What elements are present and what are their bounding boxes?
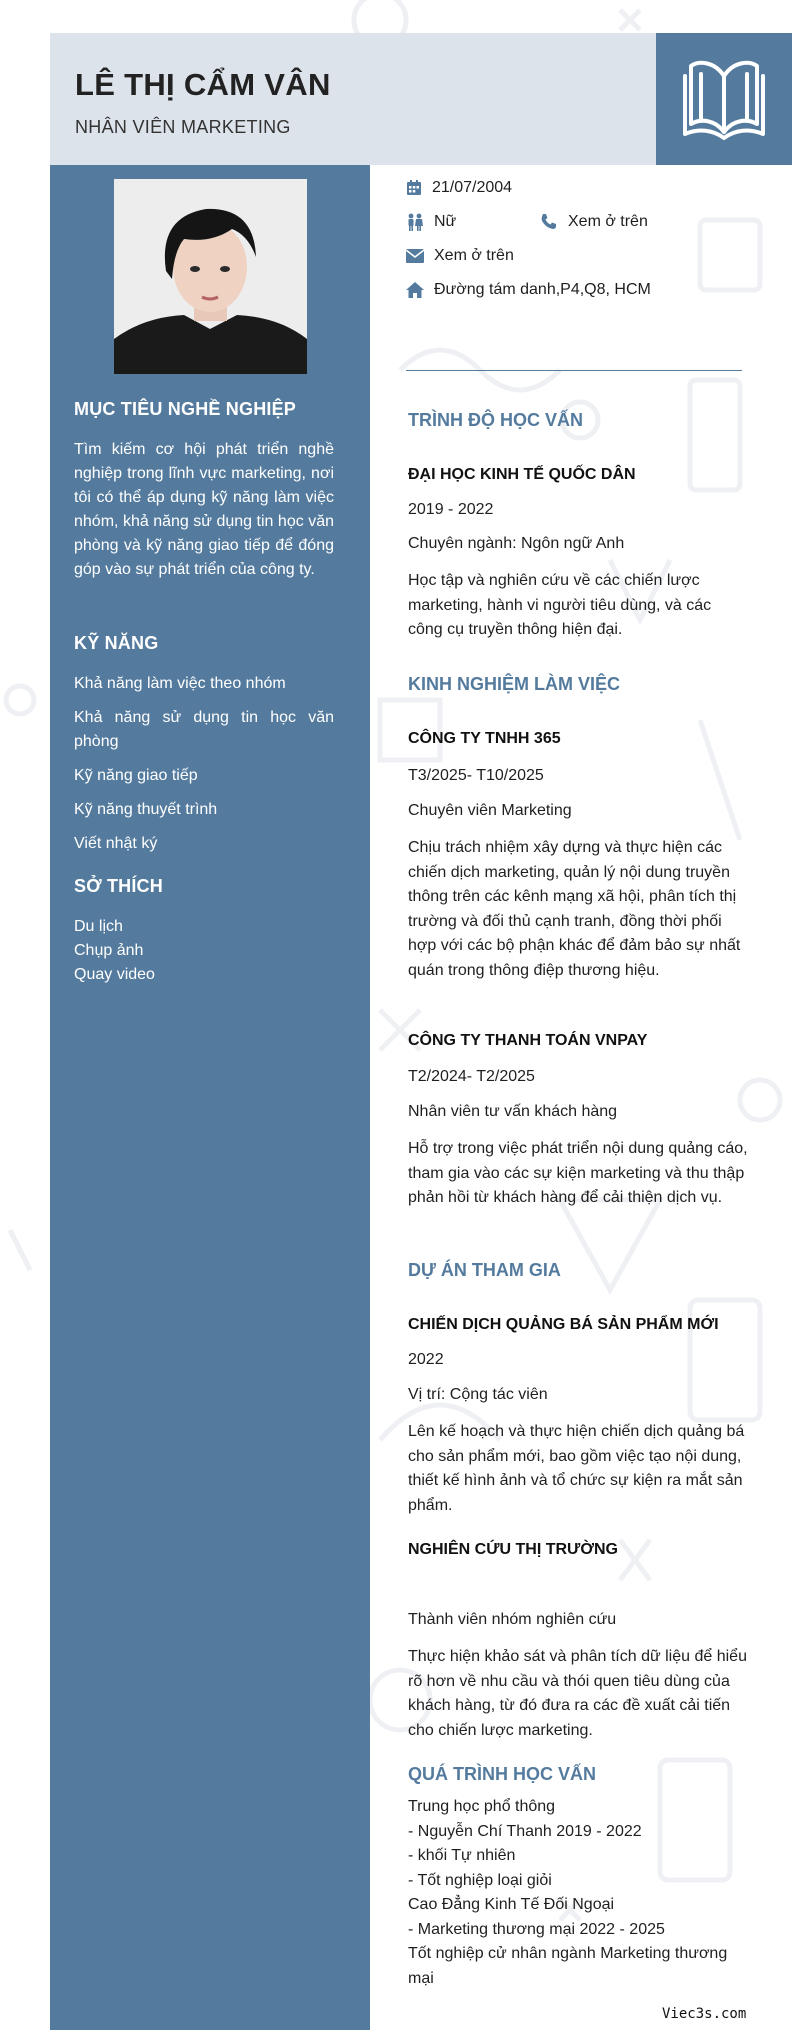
education-process-list [408,1795,748,1991]
project-name: CHIẾN DỊCH QUẢNG BÁ SẢN PHẨM MỚI [408,1316,719,1333]
contact-birthday [406,176,512,200]
open-book-icon [677,54,771,144]
skill-item: Khả năng sử dụng tin học văn phòng [74,709,334,750]
resume-header [50,33,792,165]
email-value: Xem ở trên [434,247,514,264]
education-process-line: Cao Đẳng Kinh Tế Đối Ngoại [408,1896,615,1913]
phone-value: Xem ở trên [568,213,648,230]
education-process-line: - Nguyễn Chí Thanh 2019 - 2022 [408,1822,642,1840]
avatar [114,179,307,374]
education-process-line: Tốt nghiệp cử nhân ngành Marketing thương mại [408,1945,728,1987]
birthday-value: 21/07/2004 [432,179,513,196]
skills-section [74,633,334,866]
job-company: CÔNG TY TNHH 365 [408,730,561,747]
project-role: Thành viên nhóm nghiên cứu [408,1611,617,1628]
contact-divider [406,370,742,371]
education-process-line: - Tốt nghiệp loại giỏi [408,1871,552,1889]
job-description: Hỗ trợ trong việc phát triển nội dung quảng cáo, tham gia vào các sự kiện marketing và thu thập phản hồi từ khách hàng để cải thiện dịch vụ. [408,1140,748,1206]
education-period: 2019 - 2022 [408,501,494,518]
gender-icon [406,213,424,231]
candidate-role: NHÂN VIÊN MARKETING [75,117,291,137]
skills-title: KỸ NĂNG [74,633,159,653]
education-process-title: QUÁ TRÌNH HỌC VẤN [408,1764,596,1784]
education-process-line: - khối Tự nhiên [408,1847,516,1864]
job-period: T2/2024- T2/2025 [408,1068,535,1085]
project-name: NGHIÊN CỨU THỊ TRƯỜNG [408,1541,618,1558]
objective-title: MỤC TIÊU NGHỀ NGHIỆP [74,399,297,419]
contact-phone [540,210,648,234]
education-process-line: - Marketing thương mại 2022 - 2025 [408,1920,665,1938]
skills-list [74,672,334,856]
hobbies-list [74,915,334,987]
education-school: ĐẠI HỌC KINH TẾ QUỐC DÂN [408,466,636,483]
home-icon [406,282,424,298]
education-title: TRÌNH ĐỘ HỌC VẤN [408,410,583,430]
phone-icon [540,213,558,231]
project-year: 2022 [408,1351,444,1368]
candidate-name: LÊ THỊ CẨM VÂN [75,67,331,102]
education-description: Học tập và nghiên cứu về các chiến lược marketing, hành vi người tiêu dùng, và các công cụ truyền thông hiện đại. [408,572,712,638]
job-description: Chịu trách nhiệm xây dựng và thực hiện các chiến dịch marketing, quản lý nội dung truyền thông trên các kênh mạng xã hội, phân tích thị trường và đối thủ cạnh tranh, đồng thời phối hợp với các bộ phận khác để đảm bảo sự nhất quán trong thông điệp thương hiệu. [408,839,741,979]
skill-item: Viết nhật ký [74,835,158,852]
envelope-icon [406,249,424,263]
profile-photo [114,179,307,374]
project-description: Thực hiện khảo sát và phân tích dữ liệu để hiểu rõ hơn về nhu cầu và thói quen tiêu dùng của khách hàng, từ đó đưa ra các đề xuất cải tiến cho chiến lược marketing. [408,1648,747,1739]
calendar-icon [406,180,422,196]
skill-item: Kỹ năng thuyết trình [74,801,218,818]
gender-value: Nữ [434,213,457,230]
education-major: Chuyên ngành: Ngôn ngữ Anh [408,535,625,552]
skill-item: Kỹ năng giao tiếp [74,767,198,784]
address-value: Đường tám danh,P4,Q8, HCM [434,281,651,298]
project-description: Lên kế hoạch và thực hiện chiến dịch quảng bá cho sản phẩm mới, bao gồm việc tạo nội dung, thiết kế hình ảnh và tổ chức sự kiện ra mắt sản phẩm. [408,1423,745,1514]
job-company: CÔNG TY THANH TOÁN VNPAY [408,1032,648,1049]
job-position: Chuyên viên Marketing [408,802,572,819]
hobbies-title: SỞ THÍCH [74,876,163,896]
contact-address [406,278,651,302]
objective-text: Tìm kiếm cơ hội phát triển nghề nghiệp trong lĩnh vực marketing, nơi tôi có thể áp dụng kỹ năng làm việc nhóm, khả năng sử dụng tin học văn phòng và kỹ năng giao tiếp để đóng góp vào sự phát triển của công ty. [74,441,334,578]
skill-item: Khả năng làm việc theo nhóm [74,675,286,692]
hobby-item: Quay video [74,966,155,983]
projects-title: DỰ ÁN THAM GIA [408,1260,561,1280]
hobby-item: Du lịch [74,918,123,935]
hobbies-section [74,876,334,987]
objective-section [74,399,334,582]
experience-title: KINH NGHIỆM LÀM VIỆC [408,674,621,694]
education-process-line: Trung học phổ thông [408,1798,556,1815]
job-period: T3/2025- T10/2025 [408,767,544,784]
project-role: Vị trí: Cộng tác viên [408,1386,548,1403]
header-logo [656,33,792,165]
sidebar [50,165,370,2030]
footer-brand[interactable]: Viec3s.com [662,2006,747,2022]
resume [50,33,792,2030]
contact-email [406,244,514,268]
job-position: Nhân viên tư vấn khách hàng [408,1103,618,1120]
hobby-item: Chụp ảnh [74,942,144,959]
contact-gender [406,210,456,234]
